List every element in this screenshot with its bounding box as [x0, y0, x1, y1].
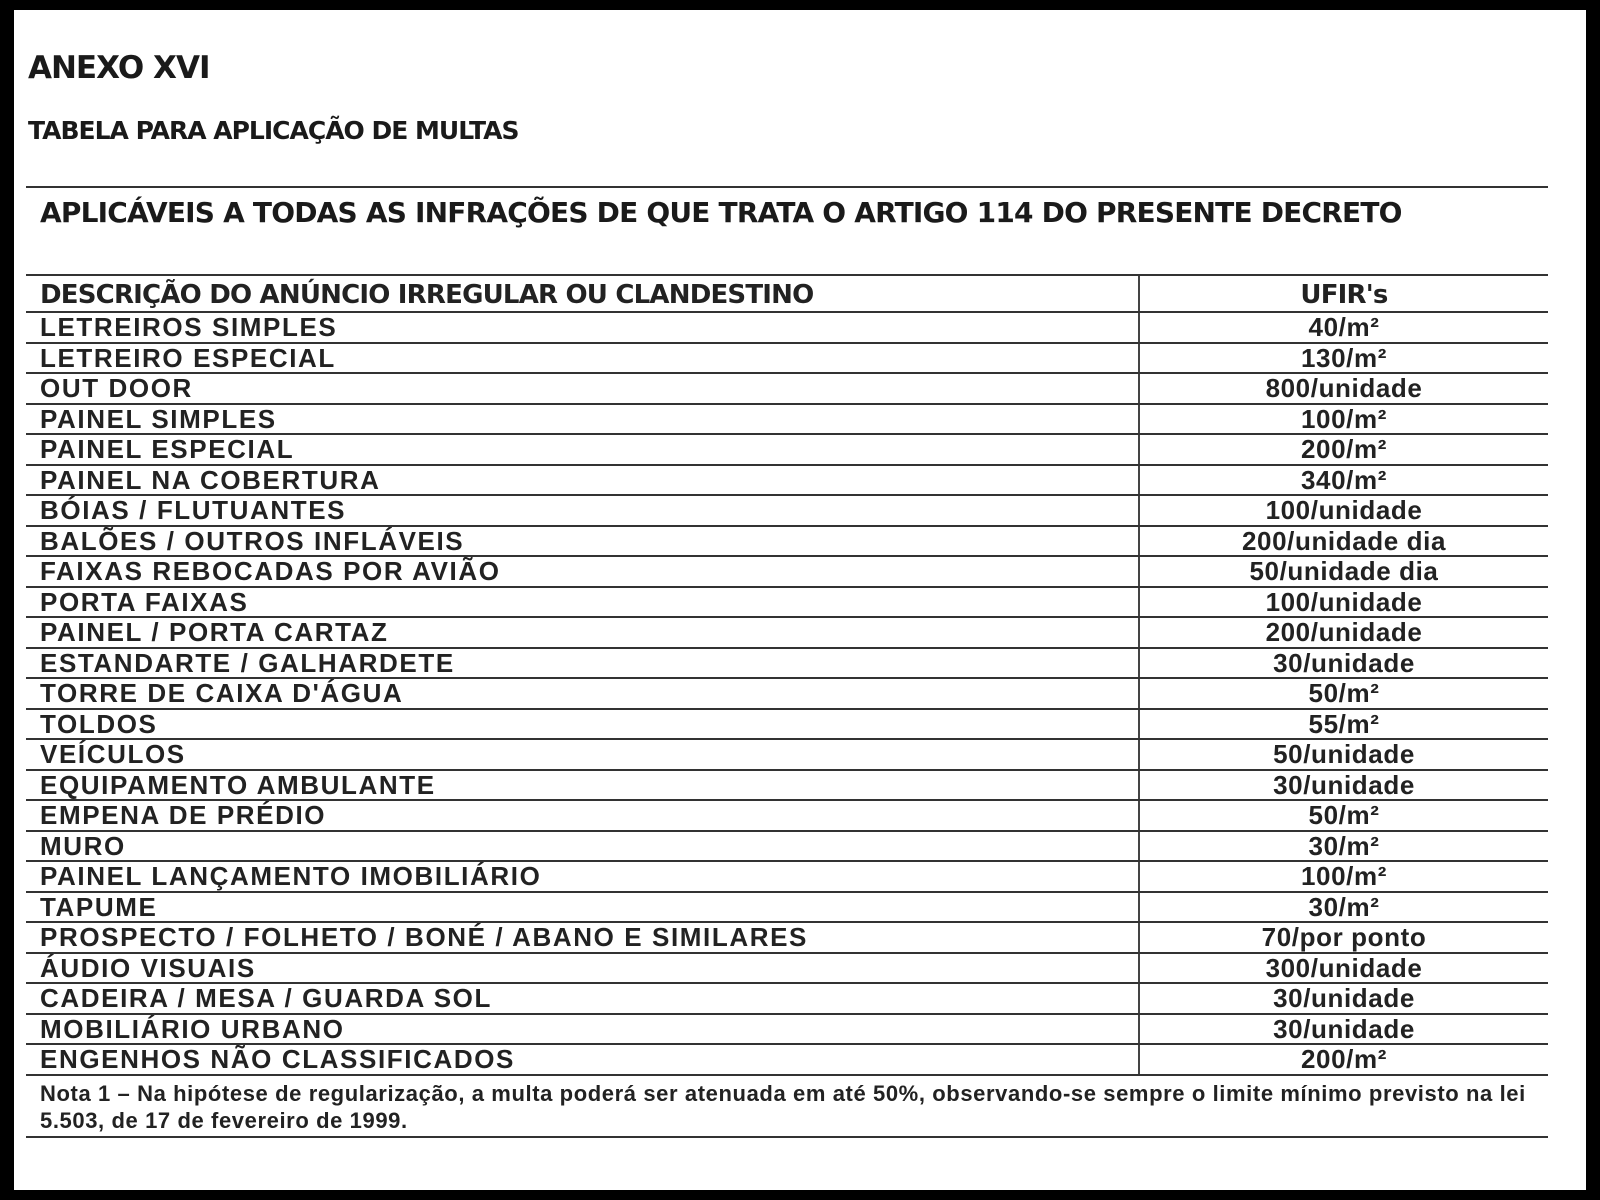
table-row	[26, 527, 1548, 558]
row-description: PAINEL SIMPLES	[26, 405, 1140, 434]
row-description: PROSPECTO / FOLHETO / BONÉ / ABANO E SIMILARES	[26, 923, 1140, 952]
row-value: 55/m²	[1308, 708, 1380, 739]
row-value: 30/m²	[1308, 891, 1380, 922]
row-description: ENGENHOS NÃO CLASSIFICADOS	[26, 1045, 1140, 1074]
document-title: TABELA PARA APLICAÇÃO DE MULTAS	[28, 116, 519, 145]
table-row	[26, 893, 1548, 924]
row-description: BALÕES / OUTROS INFLÁVEIS	[26, 527, 1140, 556]
table-row	[26, 801, 1548, 832]
row-value: 100/m²	[1301, 403, 1387, 434]
table-row	[26, 679, 1548, 710]
table-row	[26, 862, 1548, 893]
row-value: 50/unidade dia	[1249, 556, 1439, 586]
header-value: UFIR's	[1300, 280, 1388, 310]
table-body	[26, 313, 1548, 1076]
table-header-row	[26, 276, 1548, 313]
row-description: PAINEL / PORTA CARTAZ	[26, 618, 1140, 647]
row-description: EMPENA DE PRÉDIO	[26, 801, 1140, 830]
row-value: 50/unidade	[1273, 739, 1415, 769]
table-row	[26, 771, 1548, 802]
table-row	[26, 466, 1548, 497]
row-value: 340/m²	[1301, 464, 1387, 495]
table-caption: APLICÁVEIS A TODAS AS INFRAÇÕES DE QUE TRATA O ARTIGO 114 DO PRESENTE DECRETO	[26, 188, 1548, 276]
row-value: 100/m²	[1301, 861, 1387, 891]
row-value: 100/unidade	[1265, 495, 1423, 525]
table-row	[26, 649, 1548, 680]
row-description: CADEIRA / MESA / GUARDA SOL	[26, 984, 1140, 1013]
table-row	[26, 710, 1548, 741]
row-description: EQUIPAMENTO AMBULANTE	[26, 771, 1140, 800]
header-description: DESCRIÇÃO DO ANÚNCIO IRREGULAR OU CLANDESTINO	[26, 276, 1140, 311]
row-value: 30/unidade	[1273, 1013, 1415, 1044]
row-value: 100/unidade	[1265, 586, 1423, 617]
row-value: 130/m²	[1301, 342, 1387, 373]
row-value: 30/unidade	[1273, 983, 1415, 1013]
table-row	[26, 1015, 1548, 1046]
row-value: 800/unidade	[1265, 373, 1423, 403]
table-row	[26, 984, 1548, 1015]
row-description: PAINEL LANÇAMENTO IMOBILIÁRIO	[26, 862, 1140, 891]
row-description: LETREIRO ESPECIAL	[26, 344, 1140, 373]
table-row	[26, 405, 1548, 436]
table-row	[26, 1045, 1548, 1076]
row-description: BÓIAS / FLUTUANTES	[26, 496, 1140, 525]
row-description: PAINEL NA COBERTURA	[26, 466, 1140, 495]
row-value: 30/unidade	[1273, 769, 1415, 800]
table-note: Nota 1 – Na hipótese de regularização, a multa poderá ser atenuada em até 50%, observando-se sempre o limite mínimo previsto na lei 5.503, de 17 de fevereiro de 1999.	[26, 1076, 1548, 1138]
row-description: PAINEL ESPECIAL	[26, 435, 1140, 464]
row-value: 70/por ponto	[1261, 922, 1427, 952]
table-row	[26, 344, 1548, 375]
row-value: 200/m²	[1301, 1044, 1387, 1074]
row-value: 50/m²	[1308, 678, 1380, 708]
table-row	[26, 374, 1548, 405]
row-value: 30/m²	[1308, 830, 1380, 861]
table-row	[26, 557, 1548, 588]
row-description: MOBILIÁRIO URBANO	[26, 1015, 1140, 1044]
table-row	[26, 740, 1548, 771]
row-description: ÁUDIO VISUAIS	[26, 954, 1140, 983]
table-row	[26, 588, 1548, 619]
row-value: 50/m²	[1308, 800, 1380, 830]
table-row	[26, 496, 1548, 527]
row-description: FAIXAS REBOCADAS POR AVIÃO	[26, 557, 1140, 586]
row-value: 200/unidade	[1265, 617, 1423, 647]
row-description: TAPUME	[26, 893, 1140, 922]
document-page	[14, 10, 1586, 1190]
row-description: ESTANDARTE / GALHARDETE	[26, 649, 1140, 678]
table-row	[26, 313, 1548, 344]
row-description: LETREIROS SIMPLES	[26, 313, 1140, 342]
row-description: MURO	[26, 832, 1140, 861]
row-description: VEÍCULOS	[26, 740, 1140, 769]
row-description: PORTA FAIXAS	[26, 588, 1140, 617]
row-value: 200/unidade dia	[1241, 525, 1447, 556]
table-row	[26, 832, 1548, 863]
annex-heading: ANEXO XVI	[28, 50, 210, 86]
row-value: 200/m²	[1301, 434, 1387, 464]
table-row	[26, 923, 1548, 954]
table-row	[26, 954, 1548, 985]
fines-table	[26, 186, 1548, 1138]
row-value: 300/unidade	[1265, 952, 1423, 983]
table-row	[26, 435, 1548, 466]
row-value: 40/m²	[1308, 312, 1380, 342]
row-description: OUT DOOR	[26, 374, 1140, 403]
row-description: TORRE DE CAIXA D'ÁGUA	[26, 679, 1140, 708]
table-row	[26, 618, 1548, 649]
row-value: 30/unidade	[1273, 647, 1415, 678]
row-description: TOLDOS	[26, 710, 1140, 739]
